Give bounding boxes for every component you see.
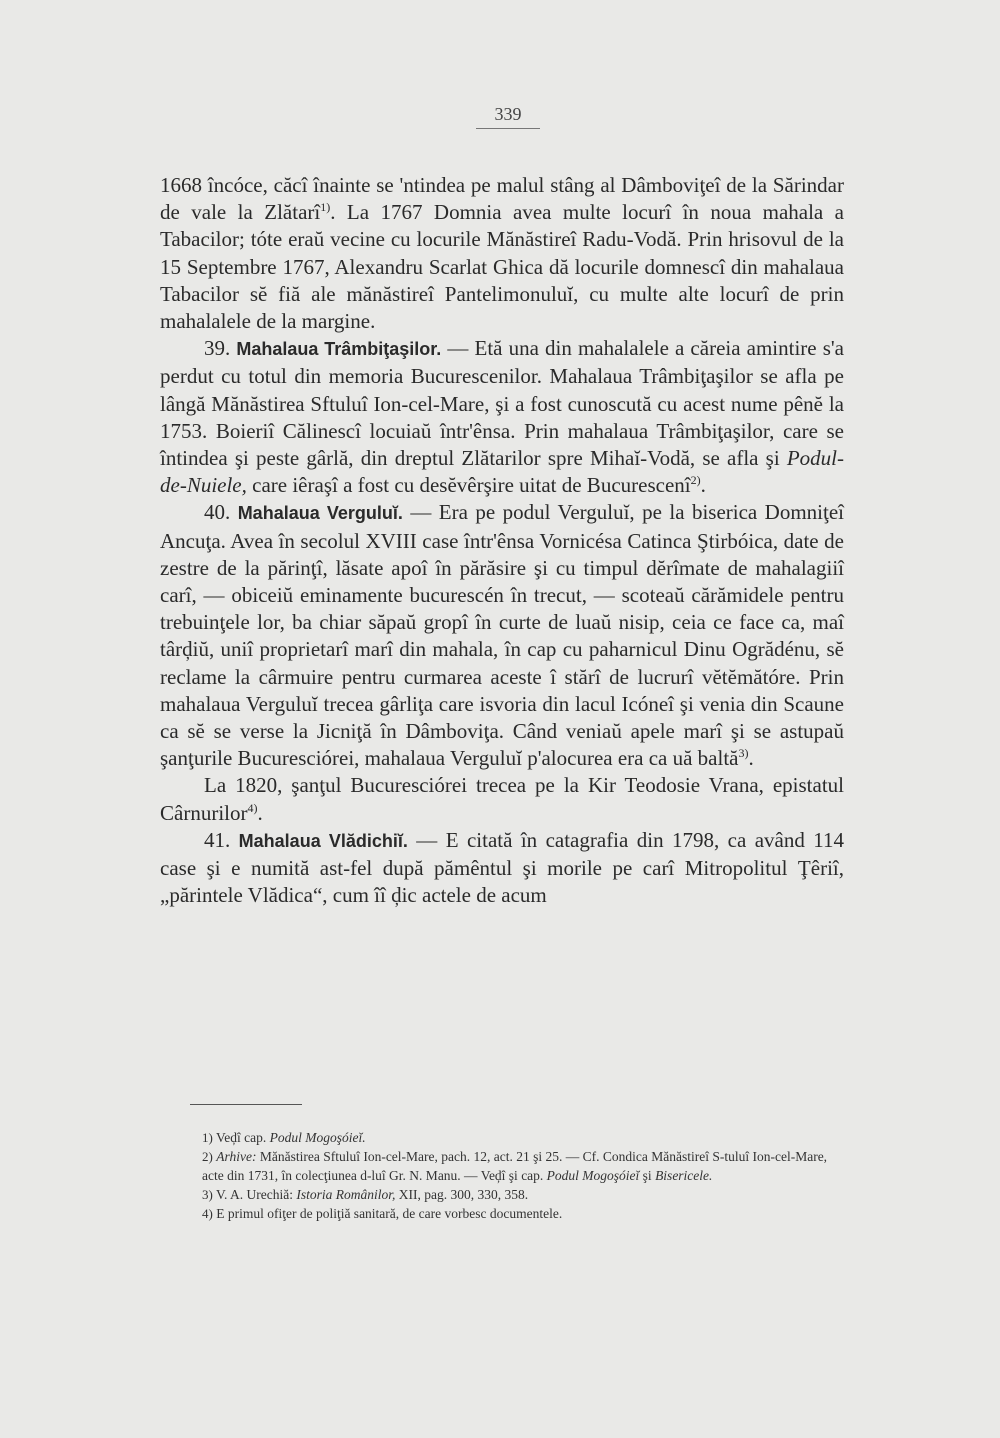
italic-text: Podul Mogoşóieĭ — [546, 1168, 640, 1183]
text-run: şi — [639, 1168, 656, 1183]
text-run: . — [700, 473, 706, 498]
text-run: . — [748, 746, 754, 771]
paragraph-tabacilor-continued — [160, 172, 844, 335]
text-run: Mănăstirea Sftuluî Ion-cel-Mare, pach. 12, act. 21 şi 25. — Cf. Condica Mănăstireî S-tuluî Ion-cel-Mare, acte din 1731, în colecţiunea d-luî Gr. N. Manu. — Veḑî şi cap. — [202, 1149, 828, 1183]
text-run: 39. — [204, 336, 237, 361]
text-run: V. A. Urechiă: — [212, 1187, 297, 1202]
section-heading: Mahalaua Verguluĭ. — [237, 503, 403, 524]
paragraph-vladichii — [160, 827, 844, 910]
italic-text: Arhive: — [216, 1149, 257, 1164]
text-run: care iêraşî a fost cu desĕvêrşire uitat de Bucurescenî — [246, 473, 691, 498]
text-run: 1668 încóce, căcî înainte se 'ntindea pe malul stâng al Dâmboviţeî de la Sărindar de vale la Zlătarî — [160, 173, 844, 225]
section-heading: Mahalaua Trâmbiţaşilor. — [236, 339, 442, 360]
footnote-1 — [160, 1128, 844, 1147]
text-run: . La 1767 Domnia avea multe locurî în noua mahala a Tabacilor; tóte eraŭ vecine cu locurile Mănăstireî Radu-Vodă. Prin hrisovul de la 15 Septembre 1767, Alexandru Scarlat Ghica dă locurile domnescî din mahalaua Tabacilor sĕ fiă ale mănăstireî Pantelimonuluĭ, cu multe alte locurî de prin mahalalele de la margine. — [160, 200, 845, 334]
footnotes — [160, 1128, 844, 1223]
footnote-divider — [190, 1104, 302, 1105]
footnote-number: 1) — [202, 1130, 213, 1145]
text-run: 40. — [204, 500, 238, 525]
footnote-ref: 2) — [690, 473, 701, 488]
paragraph-santul-bucuresciorei — [160, 772, 844, 826]
page-number: 339 — [476, 104, 540, 129]
text-run: — Era pe podul Verguluĭ, pe la biserica Domniţeî Ancuţa. Avea în secolul XVIII case într'ênsa Vornicésa Catinca Ştirbóica, date de zestre de la părinţî, lăsate apoî în părăsire şi cu timpul dĕrîmate de mahalagiiî carî, — obiceiŭ eminamente bucurescén în trecut, — scoteaŭ cărămidele pentru trebuinţele lor, ba chiar săpaŭ gropî în curte de luaŭ nisip, ceia ce face ca, maî târḑiŭ, uniî proprietarî marî din mahala, în cap cu paharnicul Dinu Ogrădénu, sĕ reclame la cârmuire pentru curmarea aceste î stărî de lucrurî vĕtĕmătóre. Prin mahalaua Verguluĭ trecea gârliţa care isvoria din lacul Icóneî şi venia din Scaune ca sĕ se verse la Jicniţă în Dâmboviţa. Când veniaŭ apele marî şi se astupaŭ şanţurile Bucuresciórei, mahalaua Verguluĭ p'alocurea era ca uă baltă — [160, 500, 845, 771]
italic-text: Podul-de-Nuiele, — [160, 446, 844, 498]
body-text — [160, 172, 844, 909]
text-run: Veḑî cap. — [212, 1130, 270, 1145]
text-run: . — [257, 800, 263, 825]
italic-text: Bisericele. — [655, 1168, 713, 1183]
text-run: 41. — [204, 827, 239, 852]
footnote-3 — [160, 1185, 844, 1204]
text-run: — Etă una din mahalalele a căreia amintire s'a perdut cu totul din memoria Bucurescenilor. Mahalaua Trâmbiţaşilor se afla pe lângă Mănăstirea Sftuluî Ion-cel-Mare, şi a fost cunoscută cu acest nume pênĕ la 1753. Boieriî Călinescî locuiaŭ într'ênsa. Prin mahalaua Trâmbiţaşilor, care se întindea şi peste gârlă, din dreptul Zlătarilor spre Mihaĭ-Vodă, se afla şi — [160, 336, 845, 471]
footnote-ref: 3) — [738, 746, 749, 761]
text-run: XII, pag. 300, 330, 358. — [395, 1187, 529, 1202]
italic-text: Istoria Românilor, — [296, 1187, 396, 1202]
footnote-ref: 4) — [247, 800, 258, 815]
paragraph-vergului — [160, 499, 844, 772]
italic-text: Podul Mogoşóieĭ. — [269, 1130, 366, 1145]
footnote-2 — [160, 1147, 844, 1185]
text-run: E primul ofiţer de poliţiă sanitară, de care vorbesc documentele. — [212, 1206, 563, 1221]
paragraph-trambitasilor — [160, 335, 844, 499]
text-run: La 1820, şanţul Bucuresciórei trecea pe la Kir Teodosie Vrana, epistatul Cârnurilor — [160, 773, 844, 825]
footnote-number: 3) — [202, 1187, 213, 1202]
footnote-4 — [160, 1204, 844, 1223]
section-heading: Mahalaua Vlădichiĭ. — [238, 830, 408, 851]
footnote-number: 2) — [202, 1149, 213, 1164]
text-run: — E citată în catagrafia din 1798, ca având 114 case şi e numită ast-fel după pămêntul şi morile pe carî Mitropolitul Ţêriî, „părintele Vlădica“, cum îî ḑic actele de acum — [160, 827, 844, 908]
footnote-ref: 1) — [320, 200, 331, 215]
footnote-number: 4) — [202, 1206, 213, 1221]
